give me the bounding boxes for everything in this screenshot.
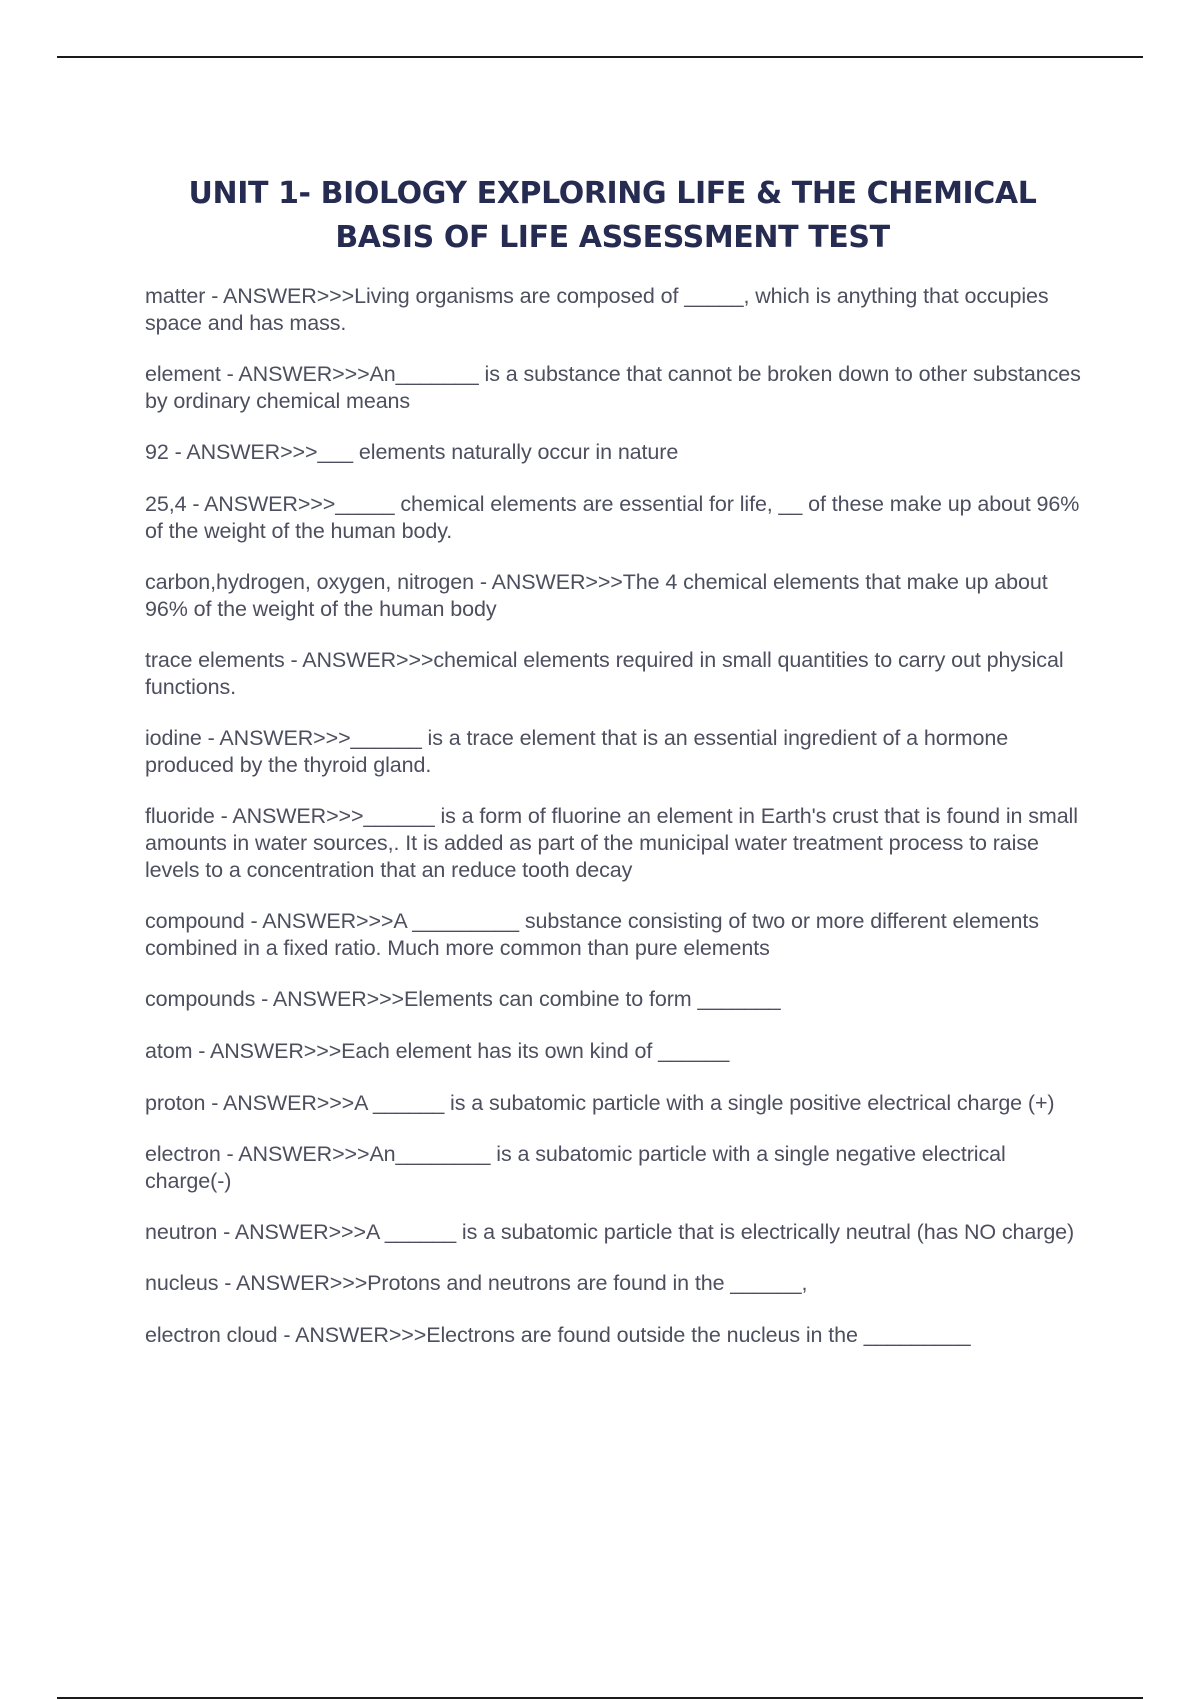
top-rule bbox=[57, 56, 1143, 58]
bottom-rule bbox=[57, 1697, 1143, 1699]
qa-item-matter: matter - ANSWER>>>Living organisms are composed of _____, which is anything that occupies space and has mass. bbox=[145, 284, 1049, 335]
qa-item-atom: atom - ANSWER>>>Each element has its own kind of ______ bbox=[145, 1039, 730, 1063]
qa-item-iodine: iodine - ANSWER>>>______ is a trace element that is an essential ingredient of a hormone produced by the thyroid gland. bbox=[145, 726, 1009, 777]
qa-item-electron-cloud: electron cloud - ANSWER>>>Electrons are found outside the nucleus in the _________ bbox=[145, 1323, 971, 1347]
qa-item-proton: proton - ANSWER>>>A ______ is a subatomic particle with a single positive electrical charge (+) bbox=[145, 1091, 1055, 1115]
qa-item-25-4: 25,4 - ANSWER>>>_____ chemical elements are essential for life, __ of these make up about 96% of the weight of the human body. bbox=[145, 492, 1080, 543]
qa-item-electron: electron - ANSWER>>>An________ is a subatomic particle with a single negative electrical charge(-) bbox=[145, 1142, 1006, 1193]
qa-item-four-elements: carbon,hydrogen, oxygen, nitrogen - ANSWER>>>The 4 chemical elements that make up about 96% of the weight of the human body bbox=[145, 570, 1048, 621]
qa-item-compound: compound - ANSWER>>>A _________ substance consisting of two or more different elements combined in a fixed ratio. Much more common than pure elements bbox=[145, 909, 1039, 960]
qa-list bbox=[145, 283, 1085, 1373]
qa-item-trace-elements: trace elements - ANSWER>>>chemical elements required in small quantities to carry out physical functions. bbox=[145, 648, 1064, 699]
qa-item-nucleus: nucleus - ANSWER>>>Protons and neutrons are found in the ______, bbox=[145, 1271, 808, 1295]
qa-item-compounds: compounds - ANSWER>>>Elements can combine to form _______ bbox=[145, 987, 781, 1011]
document-title: UNIT 1- BIOLOGY EXPLORING LIFE & THE CHEMICAL BASIS OF LIFE ASSESSMENT TEST bbox=[188, 176, 1037, 255]
qa-item-92: 92 - ANSWER>>>___ elements naturally occur in nature bbox=[145, 440, 679, 464]
qa-item-element: element - ANSWER>>>An_______ is a substance that cannot be broken down to other substances by ordinary chemical means bbox=[145, 362, 1081, 413]
qa-item-fluoride: fluoride - ANSWER>>>______ is a form of fluorine an element in Earth's crust that is found in small amounts in water sources,. It is added as part of the municipal water treatment process to raise levels to a concentration that an reduce tooth decay bbox=[145, 804, 1078, 882]
qa-item-neutron: neutron - ANSWER>>>A ______ is a subatomic particle that is electrically neutral (has NO charge) bbox=[145, 1220, 1075, 1244]
